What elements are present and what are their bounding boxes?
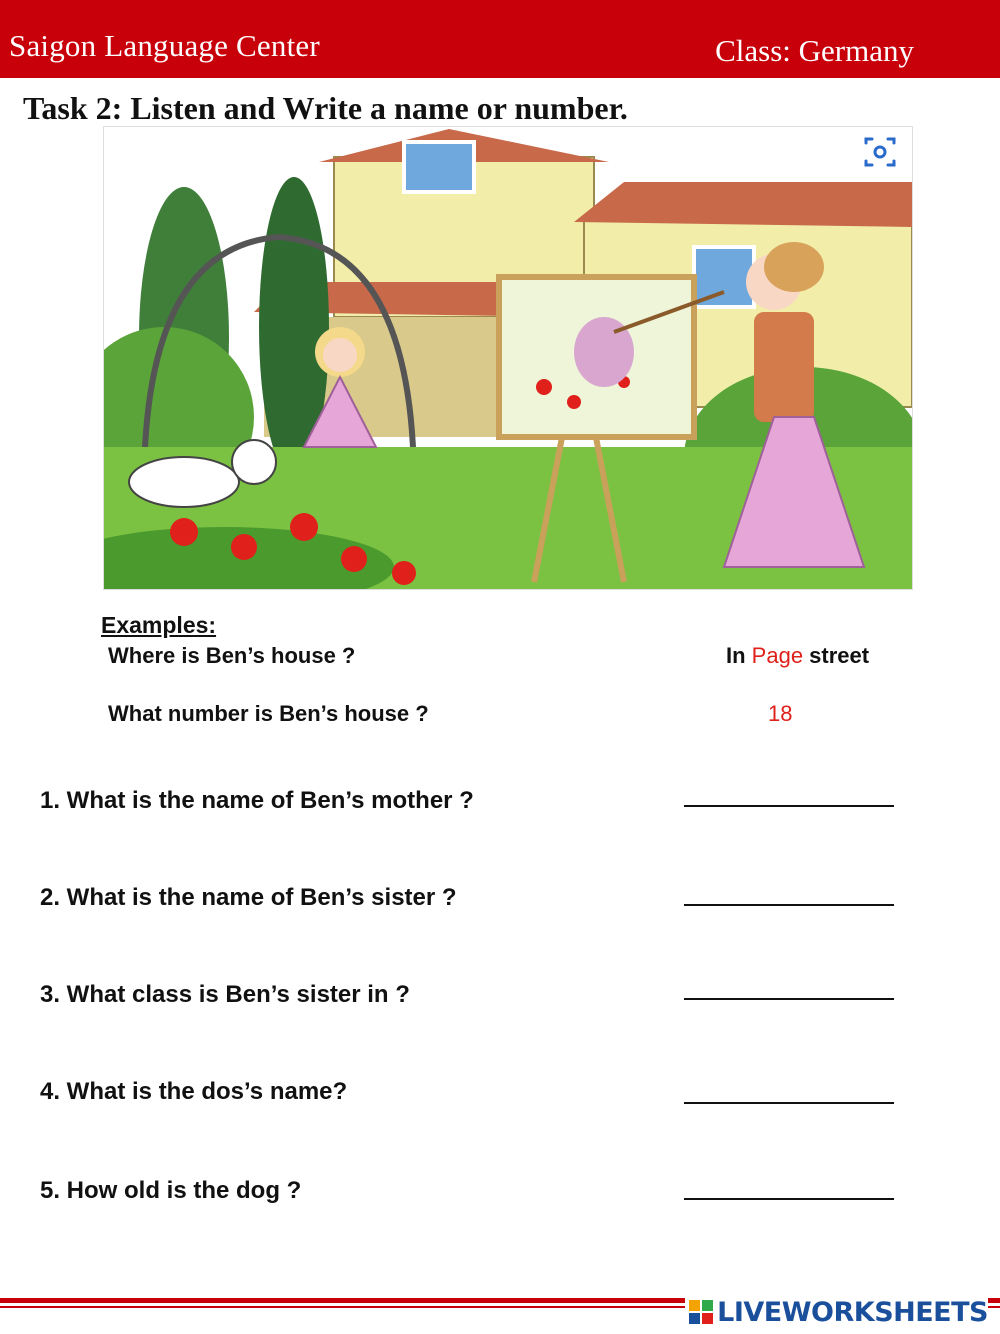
- example-answer-1-suffix: street: [803, 643, 870, 668]
- scan-image-icon[interactable]: [852, 131, 908, 173]
- example-answer-1: [726, 643, 869, 669]
- example-answer-2: [768, 701, 792, 727]
- question-5: 5. How old is the dog ?: [40, 1177, 302, 1204]
- example-answer-1-prefix: In: [726, 643, 752, 668]
- example-answer-1-highlight: Page: [751, 643, 804, 668]
- liveworksheets-logo-icon: [689, 1300, 713, 1324]
- example-answer-2-highlight: 18: [768, 701, 793, 726]
- garden-illustration: [103, 126, 913, 590]
- liveworksheets-logo[interactable]: [685, 1295, 988, 1329]
- question-1: 1. What is the name of Ben’s mother ?: [40, 787, 474, 814]
- school-name: Saigon Language Center: [9, 28, 320, 63]
- examples-label: Examples:: [101, 612, 217, 638]
- answer-blank-3[interactable]: [684, 998, 894, 1000]
- class-name: Class: Germany: [715, 33, 914, 68]
- answer-blank-5[interactable]: [684, 1198, 894, 1200]
- question-3: 3. What class is Ben’s sister in ?: [40, 981, 410, 1008]
- answer-blank-4[interactable]: [684, 1102, 894, 1104]
- question-2: 2. What is the name of Ben’s sister ?: [40, 884, 457, 911]
- logo-text: LIVEWORKSHEETS: [717, 1296, 988, 1328]
- header-bar: [0, 0, 1000, 78]
- question-4: 4. What is the dos’s name?: [40, 1078, 348, 1105]
- task-title: Task 2: Listen and Write a name or number.: [23, 90, 628, 126]
- answer-blank-2[interactable]: [684, 904, 894, 906]
- answer-blank-1[interactable]: [684, 805, 894, 807]
- example-question-1: Where is Ben’s house ?: [108, 643, 356, 668]
- example-question-2: What number is Ben’s house ?: [108, 701, 429, 726]
